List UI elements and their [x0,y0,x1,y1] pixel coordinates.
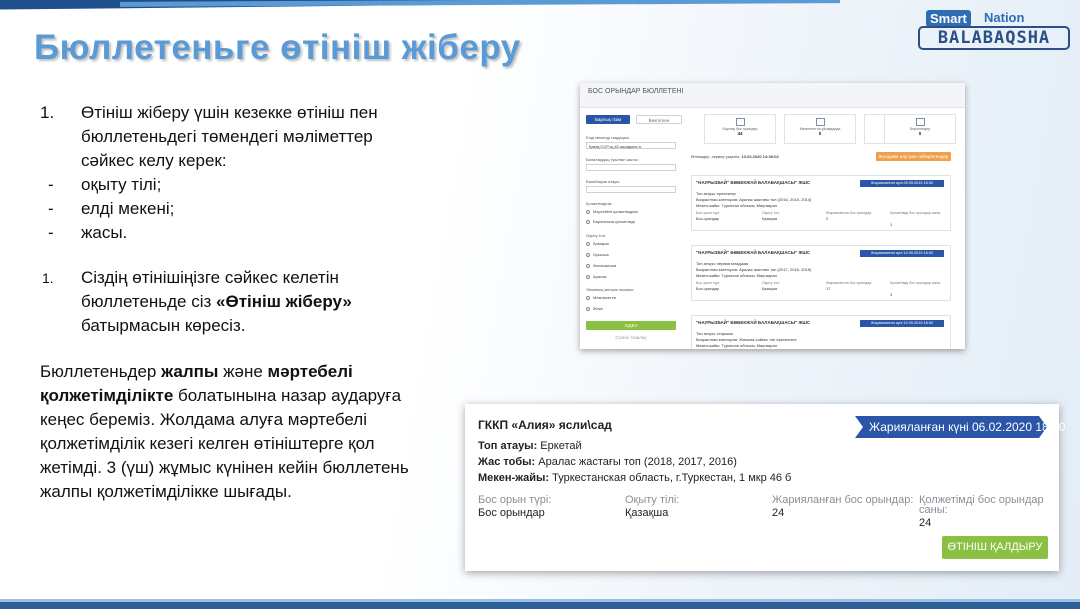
birth-year-select[interactable] [586,164,676,171]
submit-application-button[interactable]: ӨТІНІШ ҚАЛДЫРУ [942,536,1048,559]
group-name: Топ атауы: Еркетай [478,440,582,452]
tab-all-list[interactable]: Барлық тізім [586,115,630,124]
bullet-language: оқыту тілі; [81,175,162,194]
smartnation-balabaqsha-logo: Smart Nation BALABAQSHA [918,10,1074,54]
clear-filter-link[interactable]: Сүзгіні тазалау [615,335,647,340]
kindergarten-name: ГККП «Алия» ясли\сад [478,418,612,432]
locality-select[interactable]: Қазақ ССР-ің 40 жылдығы а. [586,142,676,149]
note-line-3: кеңес береміз. Жолдама алуға мәртебелі [40,410,367,429]
col-available-value: 24 [919,517,932,529]
radio-status-access[interactable]: Мәртебелі қолжетімділік [586,209,638,214]
list-item-1-line-1: Өтініш жіберу үшін кезекке өтініш пен [81,103,378,122]
tab-pinned[interactable]: Бекітілген [636,115,682,124]
list-item-2-line-1: Сіздің өтінішіңізге сәйкес келетін [81,268,339,287]
access-label: Қолжетімділік: [586,201,613,206]
stat-issued-value: 0 [918,131,922,136]
list-item-1-line-3: сәйкес келу керек: [81,151,227,170]
radio-kazakh[interactable]: Қазақша [586,241,609,246]
list-item-1-line-2: бюллетеньдегі төмендегі мәліметтер [81,127,373,146]
document-icon [736,118,745,126]
stat-issued [884,114,956,144]
bulletin-header: БОС ОРЫНДАР БЮЛЛЕТЕНІ [580,83,965,108]
stat-all-vacancies: Барлық бос орындар 44 [704,114,776,144]
bottom-decor-stripe [0,597,1080,609]
note-line-6: жалпы қолжетімділікке шығады. [40,482,292,501]
language-label: Оқыту тілі: [586,233,606,238]
referrals-button[interactable]: Жолдама алу үшін жіберілгендер [876,152,951,161]
slide-title: Бюллетеньге өтініш жіберу [34,28,521,67]
col-vacancy-type-value: Бос орындар [478,507,545,519]
published-date-ribbon: Жарияланған күні 06.02.2020 18:00 [855,416,1047,438]
bulletin-card[interactable]: "НАУРЫЗБАЙ" БӨБЕКЖАЙ БАЛАБАҚШАСЫ" ЖШС Жарияланған күні 10.09.2019 18:00 Топ атауы: старшая Возрастная категория: Жасына сәйкес топ ересектеге Мекен-жайы: Түркістан облысы, Мақтаарал [691,315,951,349]
col-vacancy-type-header: Бос орын түрі: [478,494,552,506]
radio-russian[interactable]: Орысша [586,252,609,257]
kindergarten-select[interactable] [586,186,676,193]
bullet-age: жасы. [81,223,128,242]
stat-state-orgs: Мемлекеттік ұйымдарда 0 [784,114,856,144]
radio-private[interactable]: Жеке [586,306,603,311]
col-language-value: Қазақша [625,507,669,519]
age-group: Жас тобы: Аралас жастағы топ (2018, 2017, 2016) [478,456,737,468]
col-published-value: 24 [772,507,785,519]
note-line-1: Бюллетеньдер жалпы және мәртебелі [40,362,353,381]
note-line-5: жетімді. 3 (үш) жұмыс күнінен кейін бюллетень [40,458,409,477]
list-item-2-line-3: батырмасын көресіз. [81,316,246,335]
col-available-header-2: саны: [919,504,948,516]
col-published-header: Жарияланған бос орындар: [772,494,914,506]
bulletin-detail-card [465,404,1066,571]
top-decor-stripe [0,0,1080,10]
address: Мекен-жайы: Туркестанская область, г.Туркестан, 1 мкр 46 б [478,472,792,484]
note-line-4: қолжетімділік кезегі келген өтініштерге қол [40,434,375,453]
grid-icon [916,118,925,126]
radio-english[interactable]: Ағылшынша [586,263,616,268]
locality-label: Елді мекенді таңдаңыз: [586,135,630,140]
bulletin-card[interactable]: "НАУРЫЗБАЙ" БӨБЕКЖАЙ БАЛАБАҚШАСЫ" ЖШС Жарияланған күні 25.09.2019 18:00 Топ атауы: ересектер Возрастная категория: Аралас жастағы топ (2016, 2015, 2014) Мекен-жайы: Түркістан облысы, Мақтаарал Бос орын түрі: Бос орындар Оқыту тілі: Қазақша Жарияланған бос орындар: 2 Қолжетімді бос орындар саны: 1 [691,175,951,231]
bullet-dash: - [48,175,54,194]
building-icon [816,118,825,126]
server-time: Өтінімдер, сервер уақыты: 13.02.2020 14:39:02 [691,154,779,159]
kindergarten-label: Балабақша атауы: [586,179,621,184]
search-button[interactable]: ІЗДЕУ [586,321,676,330]
col-available-header: Қолжетімді бос орындар [919,494,1044,506]
radio-general-access[interactable]: Барлығына қолжетімді [586,219,635,224]
col-language-header: Оқыту тілі: [625,494,680,506]
bullet-dash: - [48,223,54,242]
stat-issued-label: Берілгендер [909,127,931,131]
bulletin-card[interactable]: "НАУРЫЗБАЙ" БӨБЕКЖАЙ БАЛАБАҚШАСЫ" ЖШС Жарияланған күні 10.09.2019 18:00 Топ атауы: первая младшая Возрастная категория: Аралас жастағы топ (2017, 2016, 2015) Мекен-жайы: Түркістан облысы, Мақтаарал Бос орын түрі: Бос орындар Оқыту тілі: Қазақша Жарияланған бос орындар: 17 Қолжетімді бос орындар саны: 3 [691,245,951,301]
birth-year-label: Балалардың туылған жылы: [586,157,639,162]
list-item-2-number: 1. [42,270,54,286]
list-item-1-number: 1. [40,103,55,122]
radio-state[interactable]: Мемлекеттік [586,295,616,300]
ownership-label: Үйымның меншік нысаны: [586,287,635,292]
bullet-dash: - [48,199,54,218]
radio-mixed[interactable]: Аралас [586,274,607,279]
bullet-locality: елді мекені; [81,199,175,218]
filter-panel [586,113,682,349]
bulletin-page-screenshot [580,83,965,349]
note-line-2: қолжетімділікте болатынына назар аударуға [40,386,402,405]
list-item-2-line-2: бюллетеньде сіз «Өтініш жіберу» [81,292,352,311]
